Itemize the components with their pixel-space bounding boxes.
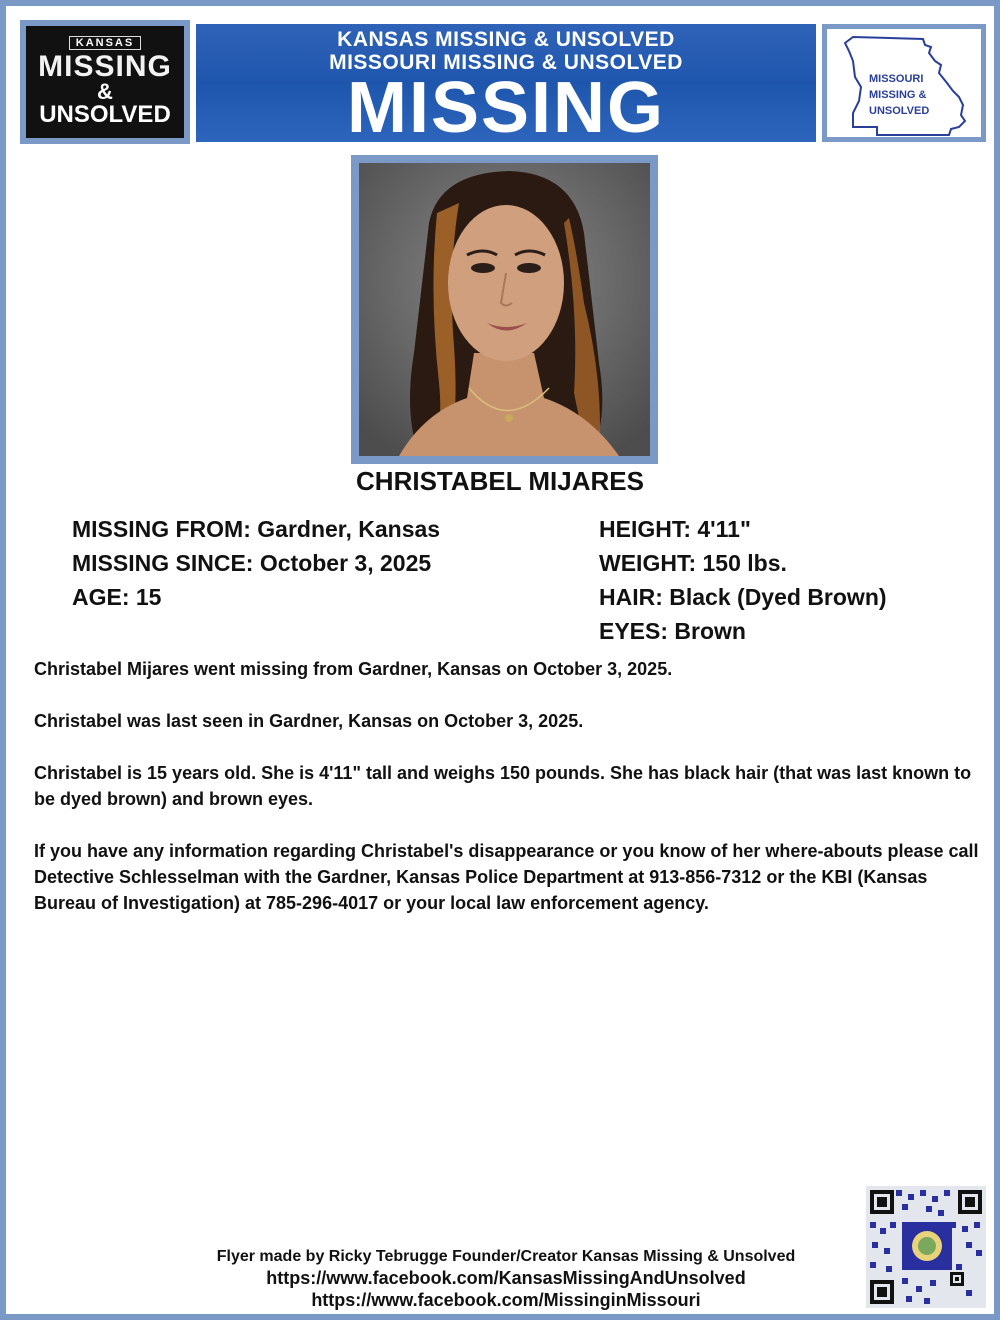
detail-missing-from: MISSING FROM: Gardner, Kansas [72,516,441,542]
footer-credit: Flyer made by Ricky Tebrugge Founder/Creator Kansas Missing & Unsolved [216,1248,796,1265]
description-paragraph: Christabel is 15 years old. She is 4'11" tall and weighs 150 pounds. She has black hair (that was last known to be dyed brown) and brown eyes. [34,763,972,809]
logo-unsolved-text: UNSOLVED [39,101,171,128]
detail-weight: WEIGHT: 150 lbs. [599,550,787,576]
detail-missing-since: MISSING SINCE: October 3, 2025 [72,550,432,576]
description-paragraph: If you have any information regarding Christabel's disappearance or you know of her where-abouts please call Detective Schlesselman with the Gardner, Kansas Police Department at 913-856-7312 or the KBI (Kansas Bureau of Investigation) at 785-296-4017 or your local law enforcement agency. [34,841,979,913]
banner-kansas-line: KANSAS MISSING & UNSOLVED [337,28,675,51]
details-right-column [599,512,887,648]
portrait-image [359,163,650,456]
footer [156,1246,856,1311]
header-banner [196,24,816,148]
facebook-kansas-link[interactable]: https://www.facebook.com/KansasMissingAndUnsolved [266,1268,746,1288]
description-section [34,656,979,942]
details-left-column [72,512,440,614]
description-paragraph: Christabel was last seen in Gardner, Kansas on October 3, 2025. [34,711,584,731]
detail-height: HEIGHT: 4'11" [599,516,751,542]
person-name: CHRISTABEL MIJARES [356,466,644,496]
logo-amp-text: & [97,79,113,104]
qr-code-icon [866,1186,986,1308]
banner-missouri-line: MISSOURI MISSING & UNSOLVED [329,51,683,74]
missing-person-photo [351,155,658,464]
missouri-logo-line2: MISSING & [869,89,927,101]
banner-missing-title: MISSING [346,68,666,148]
description-paragraph: Christabel Mijares went missing from Gardner, Kansas on October 3, 2025. [34,659,673,679]
missouri-logo-line3: UNSOLVED [869,105,930,117]
detail-age: AGE: 15 [72,584,162,610]
logo-missing-text: MISSING [38,50,172,83]
facebook-missouri-link[interactable]: https://www.facebook.com/MissinginMissouri [311,1290,701,1310]
detail-eyes: EYES: Brown [599,618,746,644]
missouri-logo-line1: MISSOURI [869,73,924,85]
qr-code[interactable] [866,1186,986,1308]
kansas-missing-unsolved-logo [20,20,190,144]
logo-kansas-text: KANSAS [69,36,141,50]
detail-hair: HAIR: Black (Dyed Brown) [599,584,887,610]
missouri-logo-text [869,71,929,119]
missouri-missing-unsolved-logo [822,24,986,142]
